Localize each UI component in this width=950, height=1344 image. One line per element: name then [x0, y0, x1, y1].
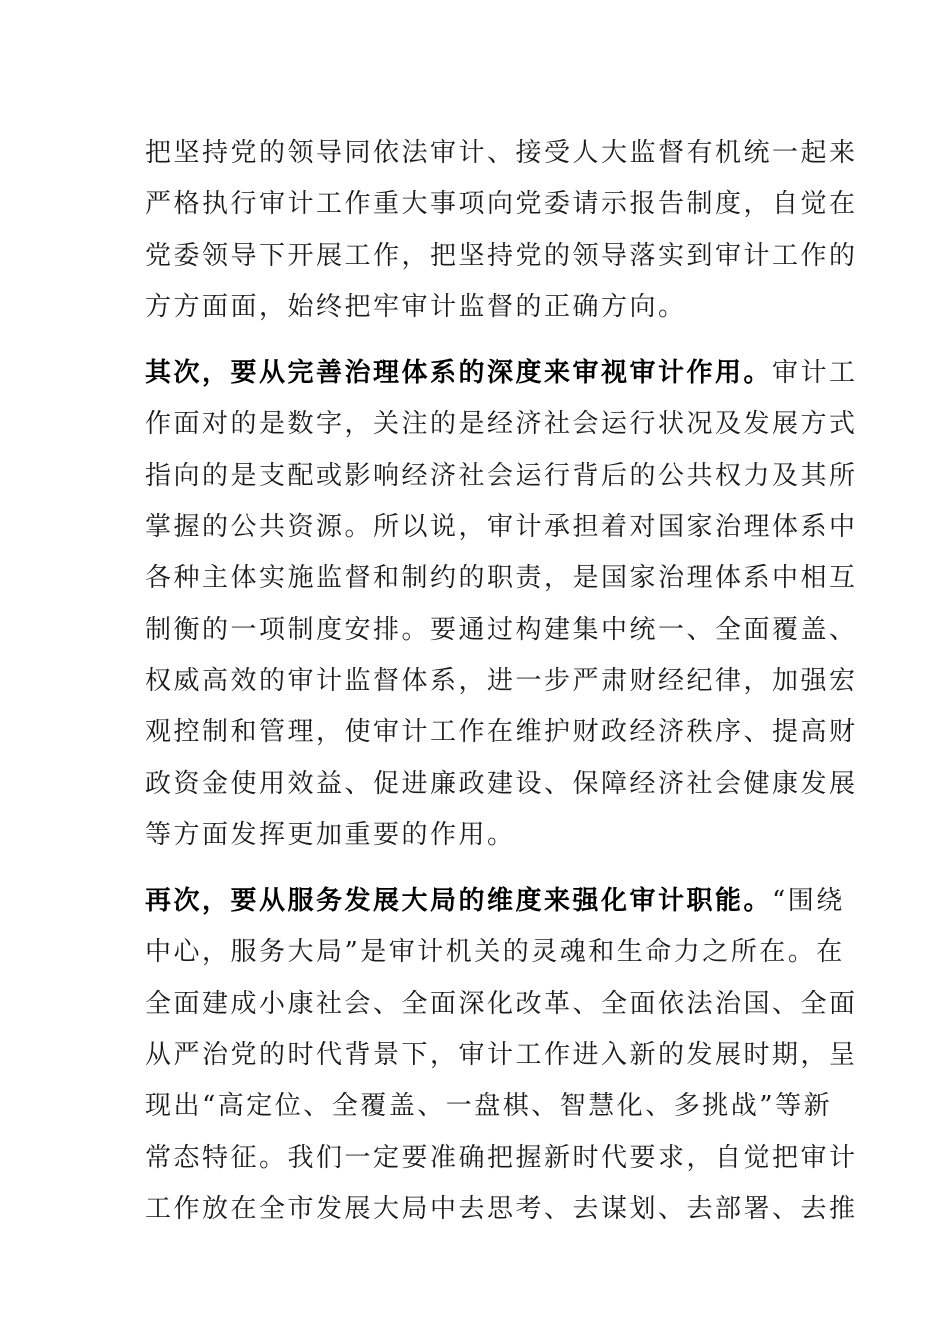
text-line: 全面建成小康社会、全面深化改革、全面依法治国、全面: [145, 988, 858, 1019]
text-line: 观控制和管理，使审计工作在维护财政经济秩序、提高财: [145, 717, 858, 748]
paragraph-3: [145, 876, 858, 1235]
text-line: 工作放在全市发展大局中去思考、去谋划、去部署、去推: [145, 1193, 858, 1224]
document-body: [145, 128, 858, 1235]
text-run: “围绕: [772, 886, 845, 917]
text-line: 中心，服务大局”是审计机关的灵魂和生命力之所在。在: [145, 937, 845, 968]
paragraph-spacer: [145, 861, 805, 876]
text-line: 政资金使用效益、促进廉政建设、保障经济社会健康发展: [145, 768, 858, 799]
paragraph-1: [145, 128, 858, 333]
paragraph-spacer: [145, 333, 805, 348]
text-line: 各种主体实施监督和制约的职责，是国家治理体系中相互: [145, 563, 858, 594]
text-line: 作面对的是数字，关注的是经济社会运行状况及发展方式: [145, 409, 858, 440]
text-line: 把坚持党的领导同依法审计、接受人大监督有机统一起来: [145, 138, 858, 168]
text-line: 现出“高定位、全覆盖、一盘棋、智慧化、多挑战”等新: [145, 1091, 833, 1122]
text-line: [145, 348, 858, 399]
paragraph-lead-heading: 其次，要从完善治理体系的深度来审视审计作用。: [145, 358, 773, 389]
text-line: 常态特征。我们一定要准确把握新时代要求，自觉把审计: [145, 1142, 858, 1173]
text-line: 制衡的一项制度安排。要通过构建集中统一、全面覆盖、: [145, 614, 858, 645]
text-line: 掌握的公共资源。所以说，审计承担着对国家治理体系中: [145, 512, 858, 543]
text-line: 严格执行审计工作重大事项向党委请示报告制度，自觉在: [145, 189, 858, 220]
text-line: 等方面发挥更加重要的作用。: [145, 819, 516, 850]
text-line: 党委领导下开展工作，把坚持党的领导落实到审计工作的: [145, 240, 858, 271]
text-line: 权威高效的审计监督体系，进一步严肃财经纪律，加强宏: [145, 665, 858, 696]
text-line: 方方面面，始终把牢审计监督的正确方向。: [145, 291, 687, 322]
text-line: 从严治党的时代背景下，审计工作进入新的发展时期，呈: [145, 1040, 858, 1071]
text-line: 指向的是支配或影响经济社会运行背后的公共权力及其所: [145, 460, 858, 491]
paragraph-lead-heading: 再次，要从服务发展大局的维度来强化审计职能。: [145, 886, 773, 917]
paragraph-2: [145, 348, 858, 861]
text-run: 审计工: [772, 358, 858, 389]
text-line: [145, 876, 845, 927]
